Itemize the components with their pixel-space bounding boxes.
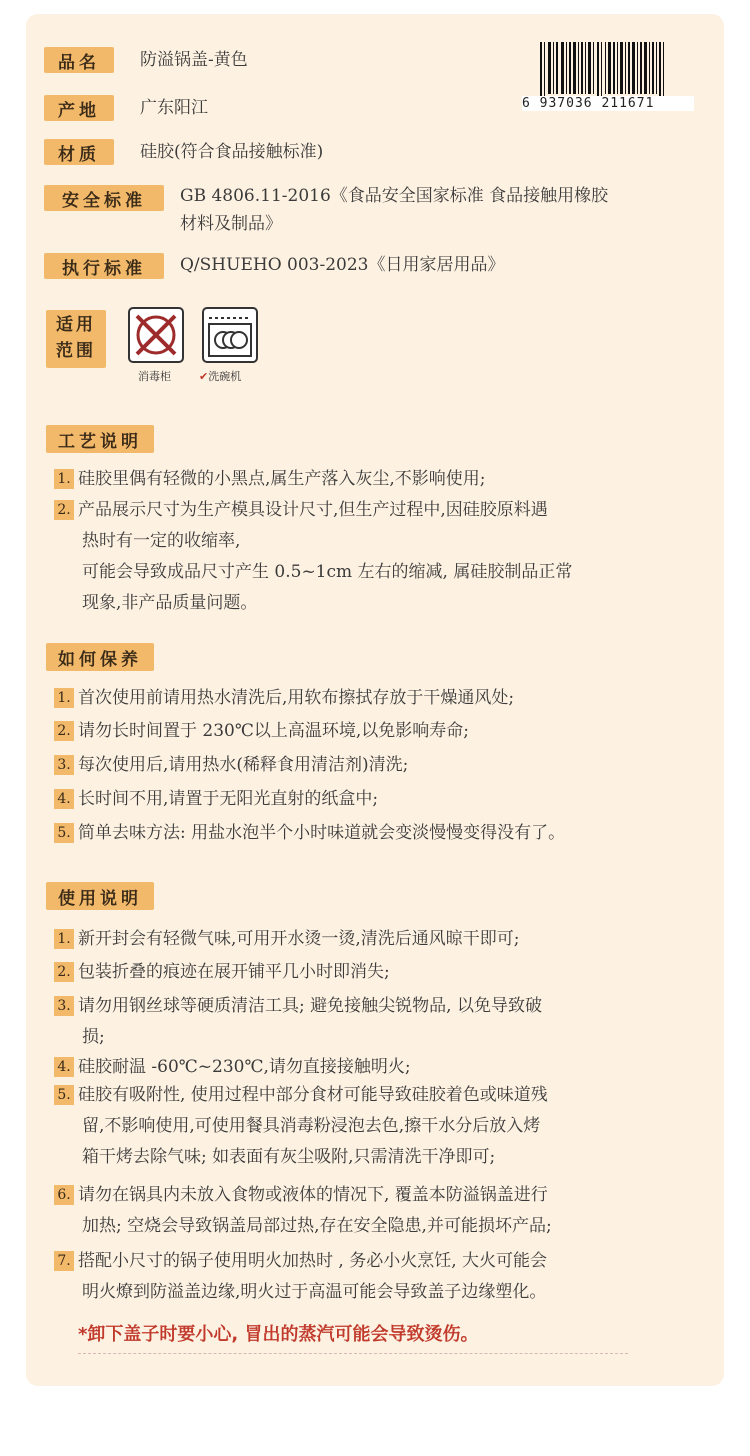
list-item-number: 1. — [54, 688, 74, 708]
list-item-text: 产品展示尺寸为生产模具设计尺寸,但生产过程中,因硅胶原料遇 — [78, 500, 548, 520]
list-item-text: 请勿用钢丝球等硬质清洁工具; 避免接触尖锐物品, 以免导致破 — [78, 996, 542, 1016]
list-item-number: 5. — [54, 1085, 74, 1105]
list-item — [54, 924, 714, 955]
barcode-number: 6 937036 211671 — [522, 96, 694, 111]
apply-scope-label — [46, 310, 106, 368]
list-item-number: 4. — [54, 1057, 74, 1077]
list-item-text: 加热; 空烧会导致锅盖局部过热,存在安全隐患,并可能损坏产品; — [82, 1216, 552, 1236]
apply-scope-label-line1: 适用 — [56, 315, 96, 335]
usage-section-title: 使用说明 — [46, 882, 154, 910]
material-value: 硅胶(符合食品接触标准) — [140, 142, 324, 162]
list-item-text: 可能会导致成品尺寸产生 0.5~1cm 左右的缩减, 属硅胶制品正常 — [82, 562, 573, 582]
list-item-number: 5. — [54, 823, 74, 843]
list-item — [54, 1052, 714, 1083]
craft-section-title: 工艺说明 — [46, 425, 154, 453]
name-value: 防溢锅盖-黄色 — [140, 50, 248, 70]
list-item-number: 6. — [54, 1185, 74, 1205]
list-item — [54, 957, 714, 988]
list-item-text: 留,不影响使用,可使用餐具消毒粉浸泡去色,擦干水分后放入烤 — [82, 1116, 541, 1136]
list-item-number: 1. — [54, 469, 74, 489]
list-item — [54, 495, 714, 619]
exec-standard-value: Q/SHUEHO 003-2023《日用家居用品》 — [180, 255, 505, 275]
list-item-number: 2. — [54, 962, 74, 982]
list-item — [54, 991, 714, 1053]
list-item-text: 明火燎到防溢盖边缘,明火过于高温可能会导致盖子边缘塑化。 — [82, 1282, 547, 1302]
list-item — [54, 750, 714, 781]
safety-standard-line2: 材料及制品》 — [180, 214, 282, 234]
list-item-number: 4. — [54, 789, 74, 809]
dishwasher-caption — [199, 368, 241, 384]
steam-warning: *卸下盖子时要小心, 冒出的蒸汽可能会导致烫伤。 — [78, 1324, 479, 1345]
sterilizer-caption: 消毒柜 — [138, 370, 171, 383]
check-icon: ✔ — [199, 370, 209, 383]
list-item-number: 2. — [54, 721, 74, 741]
list-item — [54, 464, 714, 495]
safety-standard-line1: GB 4806.11-2016《食品安全国家标准 食品接触用橡胶 — [180, 186, 609, 206]
list-item-text: 每次使用后,请用热水(稀释食用清洁剂)清洗; — [78, 755, 409, 775]
list-item-text: 首次使用前请用热水清洗后,用软布擦拭存放于干燥通风处; — [78, 688, 515, 708]
list-item-text: 损; — [82, 1027, 105, 1047]
list-item-text: 长时间不用,请置于无阳光直射的纸盒中; — [78, 789, 379, 809]
list-item-number: 1. — [54, 929, 74, 949]
list-item-text: 搭配小尺寸的锅子使用明火加热时 , 务必小火烹饪, 大火可能会 — [78, 1251, 548, 1271]
list-item-text: 包装折叠的痕迹在展开铺平几小时即消失; — [78, 962, 390, 982]
list-item — [54, 818, 714, 849]
list-item-text: 热时有一定的收缩率, — [82, 531, 241, 551]
material-label: 材质 — [44, 139, 114, 165]
dishwasher-caption-text: 洗碗机 — [208, 370, 242, 383]
origin-value: 广东阳江 — [140, 98, 208, 118]
list-item-text: 箱干烤去除气味; 如表面有灰尘吸附,只需清洗干净即可; — [82, 1147, 496, 1167]
list-item — [54, 1180, 714, 1242]
divider — [78, 1353, 628, 1354]
list-item-number: 2. — [54, 500, 74, 520]
list-item-number: 3. — [54, 755, 74, 775]
list-item — [54, 683, 714, 714]
apply-scope-label-line2: 范围 — [56, 341, 96, 361]
exec-standard-label: 执行标准 — [44, 253, 164, 279]
list-item-number: 7. — [54, 1251, 74, 1271]
list-item-text: 简单去味方法: 用盐水泡半个小时味道就会变淡慢慢变得没有了。 — [78, 823, 566, 843]
list-item — [54, 784, 714, 815]
dishwasher-icon — [201, 306, 259, 364]
name-label: 品名 — [44, 47, 114, 73]
sterilizer-crossed-icon — [127, 306, 185, 364]
list-item-text: 硅胶里偶有轻微的小黑点,属生产落入灰尘,不影响使用; — [78, 469, 486, 489]
list-item-text: 硅胶有吸附性, 使用过程中部分食材可能导致硅胶着色或味道残 — [78, 1085, 548, 1105]
list-item-text: 新开封会有轻微气味,可用开水烫一烫,清洗后通风晾干即可; — [78, 929, 520, 949]
list-item-text: 请勿在锅具内未放入食物或液体的情况下, 覆盖本防溢锅盖进行 — [78, 1185, 548, 1205]
list-item-text: 硅胶耐温 -60℃~230℃,请勿直接接触明火; — [78, 1057, 411, 1077]
list-item-text: 请勿长时间置于 230℃以上高温环境,以免影响寿命; — [78, 721, 469, 741]
list-item — [54, 1080, 714, 1173]
list-item-text: 现象,非产品质量问题。 — [82, 593, 258, 613]
list-item — [54, 716, 714, 747]
care-section-title: 如何保养 — [46, 643, 154, 671]
list-item-number: 3. — [54, 996, 74, 1016]
safety-standard-label: 安全标准 — [44, 185, 164, 211]
origin-label: 产地 — [44, 95, 114, 121]
list-item — [54, 1246, 714, 1308]
